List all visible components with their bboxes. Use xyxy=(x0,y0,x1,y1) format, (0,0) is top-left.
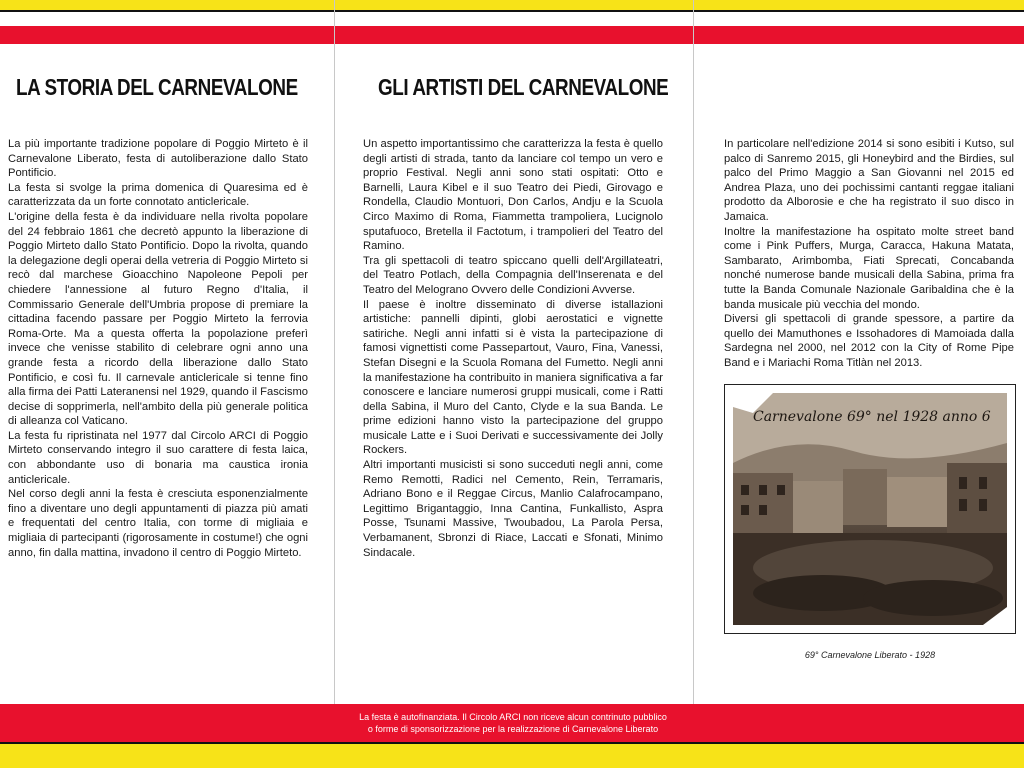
paragraph: Nel corso degli anni la festa è cresciuta esponenzialmente fino a diventare uno degli appuntamenti di piazza più amati e frequentati del centro Italia, con torme di migliaia e migliaia di partecipanti (rigorosamente in costume!) che ogni anno, fin dalla mattina, invadono il centro di Poggio Mirteto. xyxy=(8,488,308,559)
paragraph: Inoltre la manifestazione ha ospitato molte street band come i Pink Puffers, Murga, Caracca, Hakuna Matata, Sambarato, Arimbomba, Fiati Sprecati, Concabanda nonché numerose bande musicali della Sabina, prima fra tutte la Banda Comunale Nazionale Garibaldina che è la banda musicale più vecchia del mondo. xyxy=(724,225,1014,311)
paragraph: La più importante tradizione popolare di Poggio Mirteto è il Carnevalone Liberato, festa di autoliberazione dallo Stato Pontificio. xyxy=(8,138,308,180)
heading-storia: LA STORIA DEL CARNEVALONE xyxy=(16,74,298,100)
photo-illustration xyxy=(733,393,1007,625)
photo-handwriting: Carnevalone 69° nel 1928 anno 6 xyxy=(753,409,991,425)
top-yellow-band xyxy=(0,0,1024,10)
footer-line: La festa è autofinanziata. Il Circolo ARCI non riceve alcun contrinuto pubblico xyxy=(359,712,667,722)
paragraph: Un aspetto importantissimo che caratterizza la festa è quello degli artisti di strada, tanto da lanciare col tempo un vero e proprio Festival. Negli anni sono stati ospitati: Otto e Barnelli, Laura Kibel e il suo Teatro dei Piedi, Girovago e Rondella, Claudio Montuori, Don Carlos, Andju e la Scuola Circo Maximo di Roma, Fiammetta trampoliera, Lucignolo sputafuoco, Bretella il Factotum, i trampolieri del Teatro del Ramino. xyxy=(363,138,663,253)
column-continuation xyxy=(724,137,1014,371)
column-storia xyxy=(8,137,308,560)
fold-line-right xyxy=(693,0,694,768)
paragraph: La festa fu ripristinata nel 1977 dal Circolo ARCI di Poggio Mirteto conservando integro il suo carattere di festa laica, con abbondante uso di bonaria ma caustica ironia anticlericale. xyxy=(8,429,308,486)
historic-photo xyxy=(733,393,1007,625)
paragraph: La festa si svolge la prima domenica di Quaresima ed è caratterizzata da un forte connotato anticlericale. xyxy=(8,181,308,209)
column-artisti xyxy=(363,137,663,560)
paragraph: In particolare nell'edizione 2014 si sono esibiti i Kutso, sul palco di Sanremo 2015, gli Honeybird and the Birdies, sul palco del Primo Maggio a San Giovanni nel 2015 ed Andrea Plaza, uno dei pochissimi cantanti reggae italiani prodotto da Alborosie e che ha registrato il suo disco in Jamaica. xyxy=(724,138,1014,223)
paragraph: Diversi gli spettacoli di grande spessore, a partire da quello dei Mamuthones e Issohadores di Mamoiada dalla Sardegna nel 2000, nel 2012 con la City of Rome Pipe Band e i Mariachi Roma Titlàn nel 2013. xyxy=(724,313,1014,369)
paragraph: L'origine della festa è da individuare nella rivolta popolare del 24 febbraio 1861 che decretò appunto la liberazione di Poggio Mirteto dallo Stato Pontificio. Dopo la rivolta, quando la delegazione degli operai della vetreria di Poggio Mirteto si recò dal marchese Gioacchino Napoleone Pepoli per chiedere l'annessione al futuro Regno d'Italia, il Commissario Generale dell'Umbria propose di premiare la cittadina facendo passare per Poggio Mirteto la ferrovia Roma-Orte. Ma a questa offerta la popolazione preferì invece che venisse stabilito di celebrare ogni anno una grande festa a ricordo della liberazione dallo Stato Pontificio, e così fu. Il carnevale anticlericale si tenne fino alla firma dei Patti Lateranensi nel 1929, quando il Fascismo decise di sopprimerla, nell'ambito della più generale politica di alleanza col Vaticano. xyxy=(8,210,308,428)
fold-line-left xyxy=(334,0,335,768)
footer-line: o forme di sponsorizzazione per la realizzazione di Carnevalone Liberato xyxy=(367,724,659,734)
photo-frame xyxy=(724,384,1016,634)
paragraph: Il paese è inoltre disseminato di diverse istallazioni artistiche: pannelli dipinti, globi aerostatici e vignette satiriche. Negli anni infatti si è vista la partecipazione di famosi vignettisti come Passepartout, Vauro, Fina, Vanessi, Stefan Disegni e la Scuola Romana del Fumetto. Negli anni la manifestazione ha contribuito in maniera significativa a far conoscere e lanciare numerosi gruppi musicali, come i Ratti della Sabina, il Muro del Canto, Clyde e la sua Banda. Le prime edizioni hanno visto la partecipazione del gruppo musicale Latte e i Suoi Derivati e successivamente dei Jolly Rockers. xyxy=(363,298,663,457)
top-red-band xyxy=(0,26,1024,44)
paragraph: Tra gli spettacoli di teatro spiccano quelli dell'Argillateatri, del Teatro Potlach, della Compagnia dell'Inserenata e del Teatro del Melograno Ovvero delle Condizioni Avverse. xyxy=(363,254,663,296)
bottom-yellow-band xyxy=(0,744,1024,768)
footer-note xyxy=(334,711,692,735)
heading-artisti: GLI ARTISTI DEL CARNEVALONE xyxy=(378,74,669,100)
top-white-stripe xyxy=(0,12,1024,26)
photo-caption: 69° Carnevalone Liberato - 1928 xyxy=(804,650,936,660)
paragraph: Altri importanti musicisti si sono succeduti negli anni, come Remo Remotti, Radici nel Cemento, Rein, Terramaris, Adriano Bono e il Reggae Circus, Manlio Calafrocampano, Legittimo Brigantaggio, Inna Cantina, Funkallisto, Aspra Posse, Tsunami Massive, Twoubadou, La Parola Persa, Verbamanent, Sbronzi di Riace, Laccati e Sfonati, Minimo Sindacale. xyxy=(363,459,663,559)
